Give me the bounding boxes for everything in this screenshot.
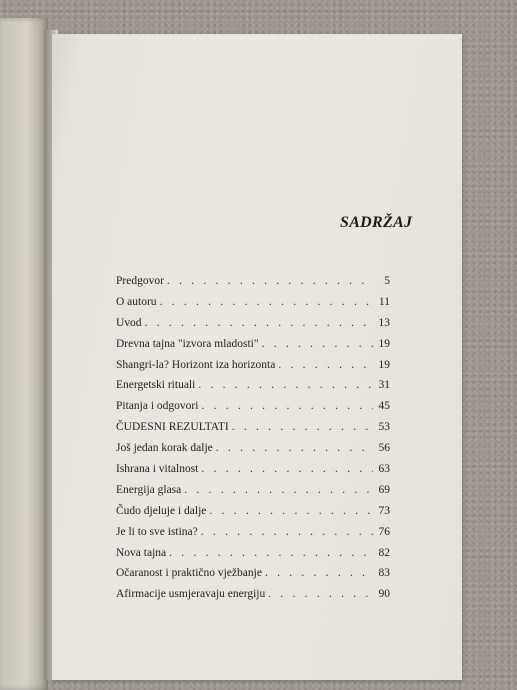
toc-entry-page-number: 63 — [378, 463, 390, 476]
toc-entry — [116, 379, 390, 400]
toc-entry — [116, 588, 390, 609]
toc-entry-label: ČUDESNI REZULTATI — [116, 421, 229, 434]
toc-entry-label: Pitanja i odgovori — [116, 400, 199, 413]
toc-entry — [116, 484, 390, 505]
toc-entry-label: Čudo djeluje i dalje — [116, 504, 207, 517]
toc-entry-page-number: 13 — [378, 316, 390, 329]
toc-entry-page-number: 73 — [378, 504, 390, 517]
toc-entry-label: Nova tajna — [116, 546, 167, 559]
dot-leader — [209, 505, 373, 517]
toc-entry — [116, 567, 390, 588]
dot-leader — [278, 359, 373, 371]
previous-page — [0, 18, 48, 690]
toc-entry-page-number: 82 — [378, 546, 390, 559]
toc-entry — [116, 296, 390, 317]
dot-leader — [201, 463, 373, 475]
toc-title: SADRŽAJ — [340, 214, 413, 231]
toc-entry-label: O autoru — [116, 295, 157, 308]
toc-entry-page-number: 45 — [378, 400, 390, 413]
dot-leader — [232, 421, 373, 433]
dot-leader — [265, 567, 373, 579]
toc-entry — [116, 547, 390, 568]
toc-entry-page-number: 53 — [378, 421, 390, 434]
toc-entry-page-number: 19 — [378, 337, 390, 350]
toc-entry-label: Shangri-la? Horizont iza horizonta — [116, 358, 276, 371]
toc-entry — [116, 338, 390, 359]
toc-entry — [116, 442, 390, 463]
toc-entry — [116, 463, 390, 484]
toc-entry-label: Očaranost i praktično vježbanje — [116, 567, 262, 580]
toc-entry-page-number: 5 — [384, 275, 390, 287]
dot-leader — [198, 379, 373, 391]
toc-entry-label: Je li to sve istina? — [116, 525, 198, 538]
dot-leader — [167, 275, 373, 287]
toc-entry-page-number: 76 — [378, 525, 390, 538]
toc-entry-label: Drevna tajna "izvora mladosti" — [116, 337, 259, 350]
toc-entry — [116, 505, 390, 526]
toc-entry-page-number: 11 — [378, 295, 390, 308]
toc-entry — [116, 359, 390, 380]
toc-entry-page-number: 56 — [378, 442, 390, 455]
toc-entry-label: Energetski rituali — [116, 379, 196, 392]
dot-leader — [160, 296, 373, 308]
toc-entry-label: Predgovor — [116, 275, 164, 287]
toc-entry-page-number: 83 — [378, 567, 390, 580]
toc-entry-page-number: 69 — [378, 483, 390, 496]
toc-entry — [116, 526, 390, 547]
toc-entry-page-number: 31 — [378, 379, 390, 392]
dot-leader — [201, 400, 373, 412]
dot-leader — [145, 317, 373, 329]
table-of-contents — [116, 275, 390, 609]
dot-leader — [184, 484, 373, 496]
toc-entry — [116, 421, 390, 442]
toc-entry — [116, 275, 390, 296]
toc-entry-label: Ishrana i vitalnost — [116, 463, 199, 476]
toc-entry-page-number: 90 — [378, 588, 390, 601]
toc-entry — [116, 400, 390, 421]
toc-entry-page-number: 19 — [378, 358, 390, 371]
dot-leader — [216, 442, 373, 454]
toc-entry — [116, 317, 390, 338]
toc-entry-label: Još jedan korak dalje — [116, 442, 213, 455]
dot-leader — [262, 338, 373, 350]
dot-leader — [201, 526, 373, 538]
toc-entry-label: Uvod — [116, 316, 142, 329]
dot-leader — [169, 547, 373, 559]
toc-entry-label: Energija glasa — [116, 483, 182, 496]
dot-leader — [268, 588, 373, 600]
toc-entry-label: Afirmacije usmjeravaju energiju — [116, 588, 266, 601]
